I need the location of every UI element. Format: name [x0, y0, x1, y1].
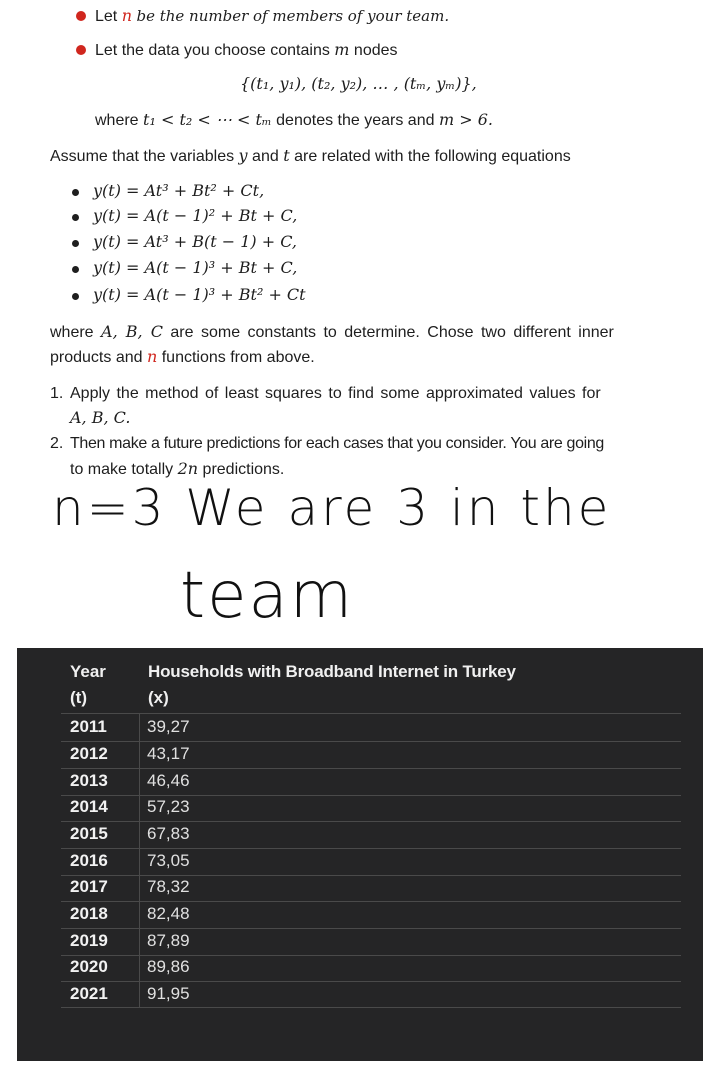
- row-value: 46,46: [147, 771, 190, 790]
- row-value: 89,86: [147, 957, 190, 976]
- task-1-line-2: A, B, C.: [70, 408, 131, 427]
- constants-line-2: [50, 347, 315, 368]
- intro-line-1: [95, 6, 449, 27]
- table-row: [17, 715, 703, 741]
- row-year: 2013: [70, 771, 108, 790]
- var-n: n: [146, 347, 158, 366]
- row-value: 82,48: [147, 904, 190, 923]
- row-year: 2019: [70, 931, 108, 950]
- constants-text: functions from above.: [161, 349, 315, 366]
- bullet-icon: [72, 293, 79, 300]
- row-year: 2018: [70, 904, 108, 923]
- where-line: [95, 110, 493, 131]
- row-year: 2015: [70, 824, 108, 843]
- equation-5: y(t) = A(t − 1)³ + Bt² + Ct: [93, 285, 306, 304]
- intro-text: nodes: [353, 42, 398, 59]
- row-value: 43,17: [147, 744, 190, 763]
- constants-text: where: [50, 324, 94, 341]
- prediction-count: 2n: [177, 459, 199, 478]
- equation-3: y(t) = At³ + B(t − 1) + C,: [93, 232, 297, 251]
- header-divider: [61, 713, 681, 714]
- bullet-icon: [72, 189, 79, 196]
- row-year: 2011: [70, 717, 107, 736]
- table-row: [17, 742, 703, 768]
- intro-text: be the number of members of your team.: [136, 7, 450, 25]
- row-value: 39,27: [147, 717, 190, 736]
- task-2-number: 2.: [50, 435, 64, 452]
- task-1-number: 1.: [50, 385, 64, 402]
- time-ordering: t₁ < t₂ < ⋯ < tₘ: [143, 110, 272, 129]
- row-value: 73,05: [147, 851, 190, 870]
- bullet-icon: [72, 240, 79, 247]
- row-year: 2020: [70, 957, 108, 976]
- header-year-unit: (t): [70, 688, 87, 707]
- header-households-unit: (x): [148, 688, 169, 707]
- row-year: 2021: [70, 984, 108, 1003]
- assume-line: [50, 146, 571, 167]
- table-row: [17, 795, 703, 821]
- assume-text: and: [252, 148, 279, 165]
- row-year: 2014: [70, 797, 108, 816]
- table-row: [17, 955, 703, 981]
- table-row: [17, 982, 703, 1008]
- where-text: where: [95, 112, 139, 129]
- task-2-line-2: [70, 459, 284, 480]
- broadband-table: [17, 648, 703, 1061]
- m-condition: m > 6.: [438, 110, 493, 129]
- intro-text: Let the data you choose contains: [95, 42, 330, 59]
- constants-text: are some constants to determine. Chose two different inner: [170, 324, 614, 341]
- row-value: 87,89: [147, 931, 190, 950]
- assume-text: are related with the following equations: [294, 148, 571, 165]
- var-y: y: [238, 146, 248, 165]
- bullet-icon: [72, 266, 79, 273]
- row-value: 57,23: [147, 797, 190, 816]
- equation-1: y(t) = At³ + Bt² + Ct,: [93, 181, 265, 200]
- row-divider: [61, 1007, 681, 1008]
- row-value: 91,95: [147, 984, 190, 1003]
- var-m: m: [334, 40, 350, 59]
- row-year: 2016: [70, 851, 108, 870]
- var-t: t: [283, 146, 290, 165]
- var-n: n: [121, 6, 133, 25]
- task-text: predictions.: [202, 461, 285, 478]
- task-text: to make totally: [70, 461, 174, 478]
- table-row: [17, 769, 703, 795]
- row-year: 2012: [70, 744, 108, 763]
- intro-text: Let: [95, 8, 118, 25]
- constants-line-1: [50, 322, 614, 343]
- table-row: [17, 875, 703, 901]
- handwritten-note-line-1: n=3 We are 3 in the: [52, 479, 612, 537]
- table-row: [17, 849, 703, 875]
- bullet-icon: [72, 214, 79, 221]
- task-1-line-1: Apply the method of least squares to find some approximated values for: [70, 385, 601, 402]
- where-text: denotes the years and: [276, 112, 435, 129]
- header-households: Households with Broadband Internet in Turkey: [148, 662, 516, 681]
- red-bullet-icon: [76, 45, 86, 55]
- table-row: [17, 902, 703, 928]
- table-row: [17, 929, 703, 955]
- row-value: 67,83: [147, 824, 190, 843]
- intro-line-2: [95, 40, 398, 61]
- handwritten-note-line-2: team: [180, 559, 355, 633]
- task-2-line-1: Then make a future predictions for each cases that you consider. You are going: [70, 435, 604, 452]
- equation-4: y(t) = A(t − 1)³ + Bt + C,: [93, 258, 298, 277]
- row-value: 78,32: [147, 877, 190, 896]
- constants-text: products and: [50, 349, 143, 366]
- header-year: Year: [70, 662, 106, 681]
- equation-2: y(t) = A(t − 1)² + Bt + C,: [93, 206, 298, 225]
- assume-text: Assume that the variables: [50, 148, 235, 165]
- table-row: [17, 822, 703, 848]
- constants-vars: A, B, C: [101, 322, 163, 341]
- row-year: 2017: [70, 877, 108, 896]
- data-set-expression: {(t₁, y₁), (t₂, y₂), … , (tₘ, yₘ)},: [240, 74, 477, 93]
- red-bullet-icon: [76, 11, 86, 21]
